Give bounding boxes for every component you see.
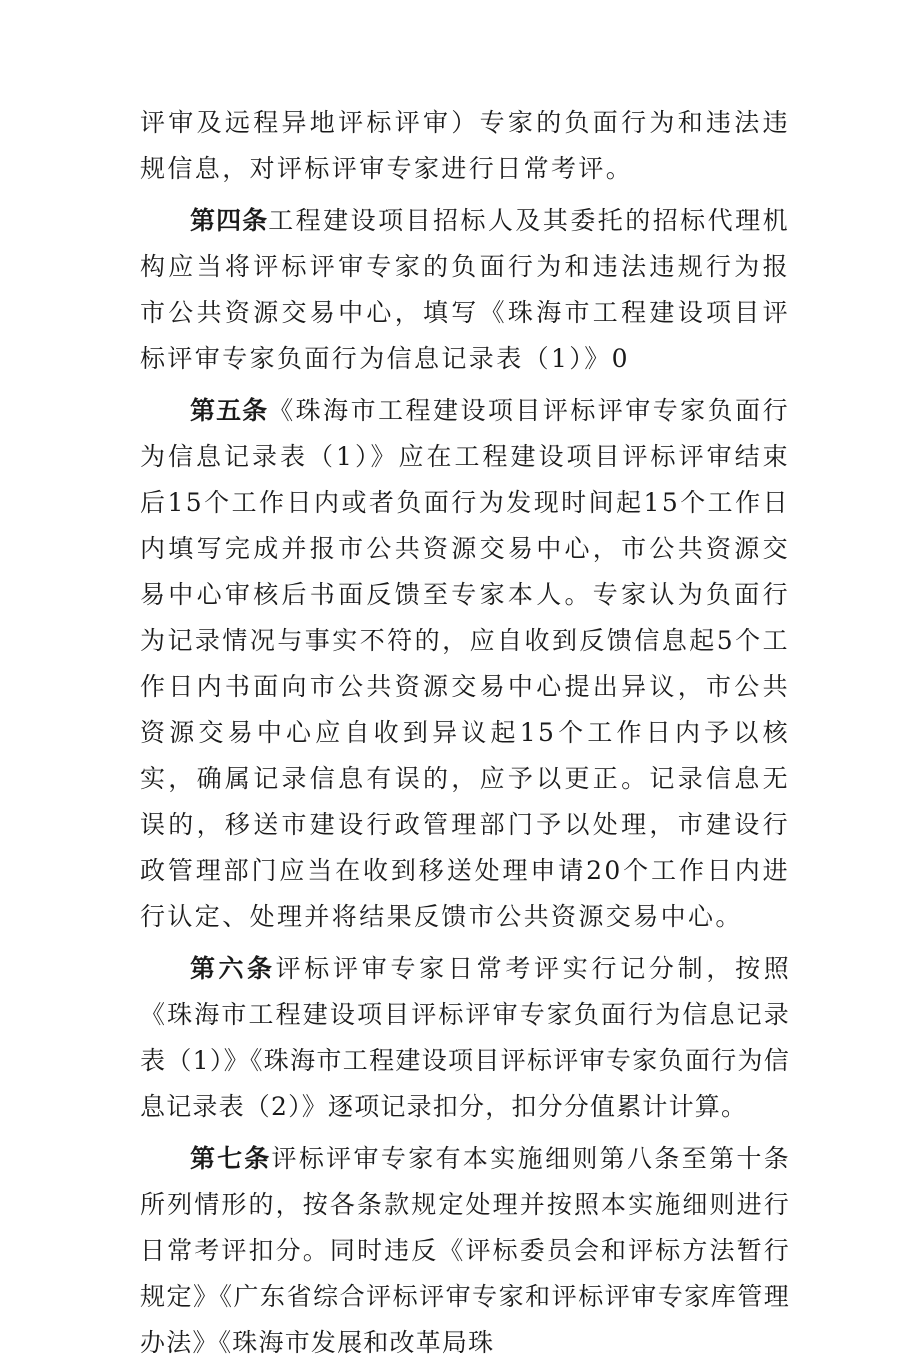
article-5 bbox=[140, 388, 790, 940]
paragraph-text: 评审及远程异地评标评审）专家的负面行为和违法违规信息，对评标评审专家进行日常考评。 bbox=[140, 108, 790, 183]
paragraph-text: 评标评审专家日常考评实行记分制，按照《珠海市工程建设项目评标评审专家负面行为信息记录表（1）》《珠海市工程建设项目评标评审专家负面行为信息记录表（2）》逐项记录扣分，扣分分值累计计算。 bbox=[140, 954, 790, 1121]
article-heading: 第四条 bbox=[190, 206, 269, 235]
article-4 bbox=[140, 198, 790, 382]
article-heading: 第五条 bbox=[190, 396, 269, 425]
article-6 bbox=[140, 946, 790, 1130]
article-heading: 第六条 bbox=[190, 954, 276, 983]
document-page bbox=[140, 100, 790, 1366]
paragraph-text: 工程建设项目招标人及其委托的招标代理机构应当将评标评审专家的负面行为和违法违规行为报市公共资源交易中心，填写《珠海市工程建设项目评标评审专家负面行为信息记录表（1）》0 bbox=[140, 206, 790, 373]
article-heading: 第七条 bbox=[190, 1144, 272, 1173]
paragraph-text: 评标评审专家有本实施细则第八条至第十条所列情形的，按各条款规定处理并按照本实施细则进行日常考评扣分。同时违反《评标委员会和评标方法暂行规定》《广东省综合评标评审专家和评标评审专家库管理办法》《珠海市发展和改革局珠 bbox=[140, 1144, 790, 1357]
paragraph-text: 《珠海市工程建设项目评标评审专家负面行为信息记录表（1）》应在工程建设项目评标评审结束后15个工作日内或者负面行为发现时间起15个工作日内填写完成并报市公共资源交易中心，市公共资源交易中心审核后书面反馈至专家本人。专家认为负面行为记录情况与事实不符的，应自收到反馈信息起5个工作日内书面向市公共资源交易中心提出异议，市公共资源交易中心应自收到异议起15个工作日内予以核实，确属记录信息有误的，应予以更正。记录信息无误的，移送市建设行政管理部门予以处理，市建设行政管理部门应当在收到移送处理申请20个工作日内进行认定、处理并将结果反馈市公共资源交易中心。 bbox=[140, 396, 790, 931]
paragraph-continuation bbox=[140, 100, 790, 192]
article-7 bbox=[140, 1136, 790, 1366]
